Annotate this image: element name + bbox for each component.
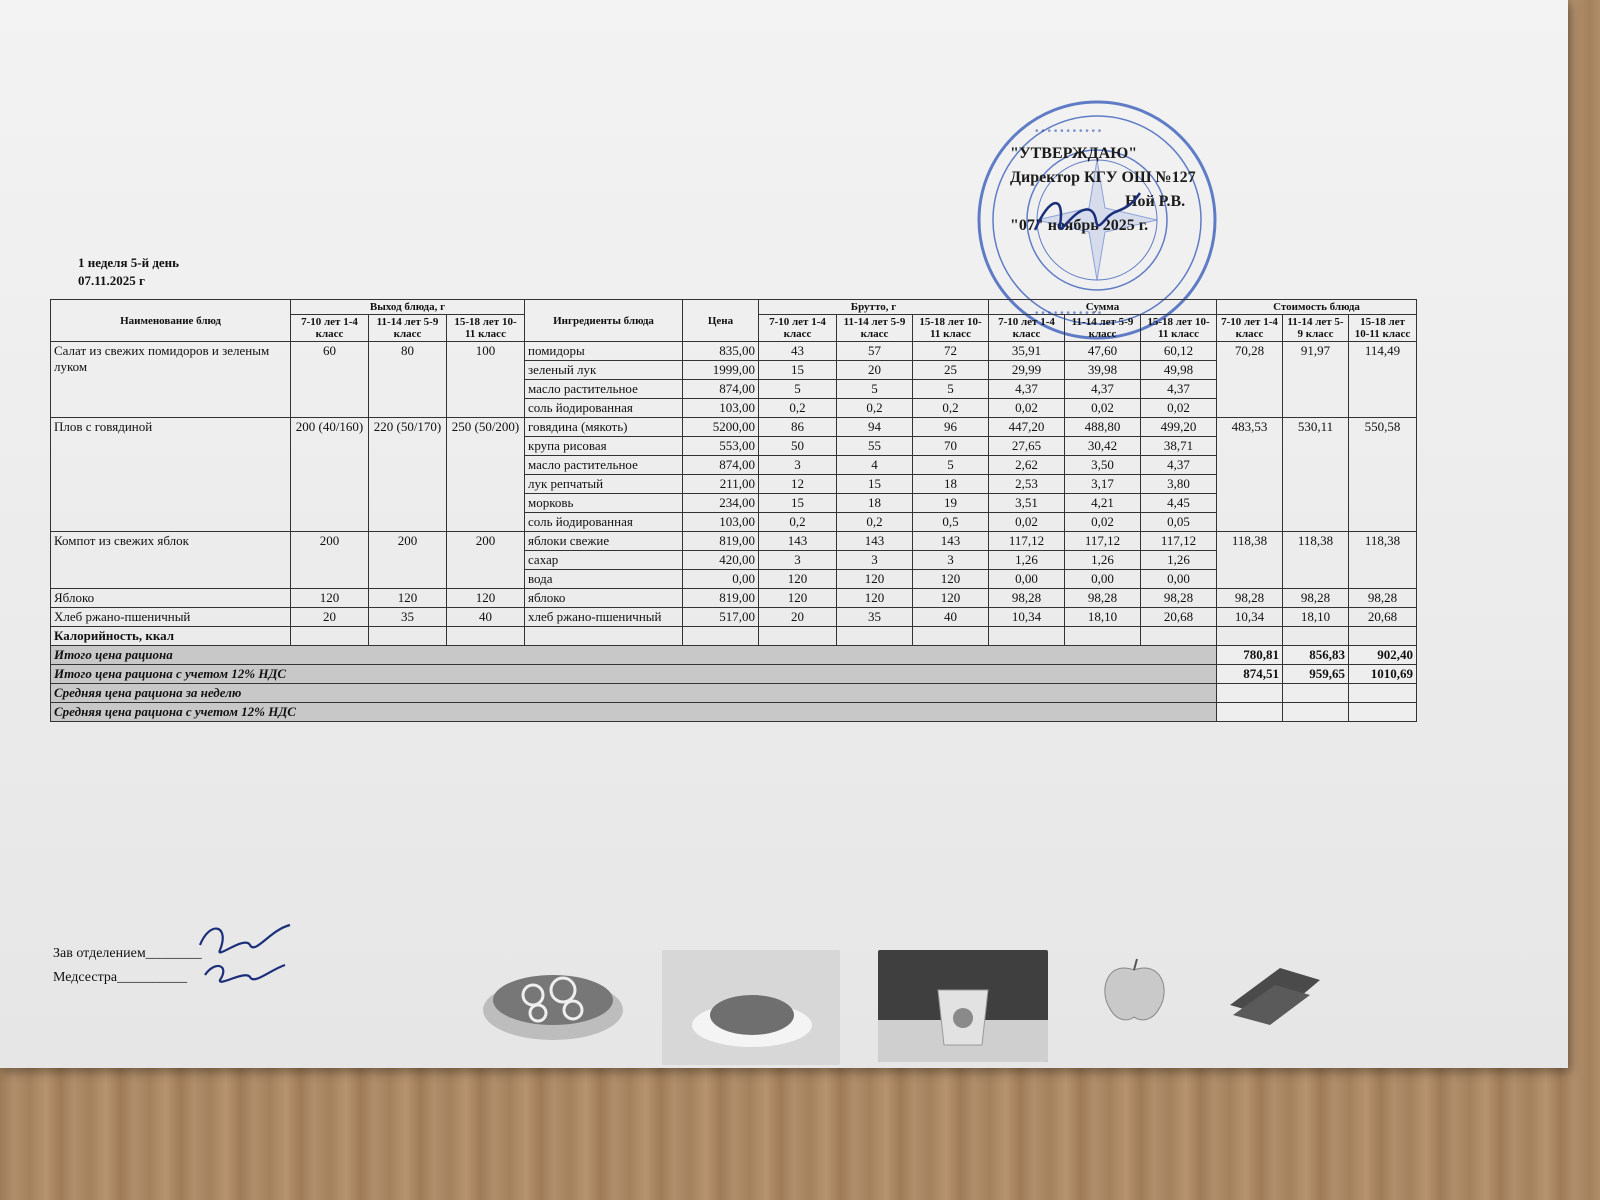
sum-cell: 98,28 <box>1141 589 1217 608</box>
menu-table <box>50 299 1417 722</box>
total-value-cell: 902,40 <box>1349 646 1417 665</box>
calories-label: Калорийность, ккал <box>51 627 291 646</box>
dish-output-cell: 220 (50/170) <box>369 418 447 532</box>
brutto-cell: 18 <box>837 494 913 513</box>
sum-cell: 47,60 <box>1065 342 1141 361</box>
dish-name-cell: Плов с говядиной <box>51 418 291 532</box>
sum-cell: 2,53 <box>989 475 1065 494</box>
brutto-cell: 120 <box>913 589 989 608</box>
ingredient-price-cell: 835,00 <box>683 342 759 361</box>
brutto-cell: 120 <box>837 570 913 589</box>
dish-cost-cell: 18,10 <box>1283 608 1349 627</box>
sum-cell: 0,02 <box>1065 513 1141 532</box>
sum-cell: 3,51 <box>989 494 1065 513</box>
dish-output-cell: 120 <box>291 589 369 608</box>
empty-cell <box>447 627 525 646</box>
total-label: Средняя цена рациона за неделю <box>51 684 1217 703</box>
ingredient-name-cell: говядина (мякоть) <box>525 418 683 437</box>
ingredient-price-cell: 420,00 <box>683 551 759 570</box>
empty-cell <box>1217 627 1283 646</box>
sum-cell: 3,50 <box>1065 456 1141 475</box>
total-label: Средняя цена рациона с учетом 12% НДС <box>51 703 1217 722</box>
total-value-cell <box>1349 703 1417 722</box>
brutto-cell: 143 <box>837 532 913 551</box>
sum-cell: 4,21 <box>1065 494 1141 513</box>
brutto-cell: 3 <box>759 456 837 475</box>
brutto-cell: 19 <box>913 494 989 513</box>
header-ingredients: Ингредиенты блюда <box>525 300 683 342</box>
brutto-cell: 143 <box>913 532 989 551</box>
dish-cost-cell: 118,38 <box>1349 532 1417 589</box>
brutto-cell: 15 <box>837 475 913 494</box>
total-value-cell: 856,83 <box>1283 646 1349 665</box>
dish-output-cell: 200 <box>291 532 369 589</box>
ingredient-name-cell: яблоко <box>525 589 683 608</box>
dish-output-cell: 120 <box>447 589 525 608</box>
brutto-cell: 120 <box>837 589 913 608</box>
dish-cost-cell: 114,49 <box>1349 342 1417 418</box>
ingredient-name-cell: соль йодированная <box>525 513 683 532</box>
ingredient-row <box>51 342 1417 361</box>
brutto-cell: 0,2 <box>759 513 837 532</box>
sum-cell: 0,05 <box>1141 513 1217 532</box>
dish-output-cell: 200 <box>369 532 447 589</box>
header-age1: 7-10 лет 1-4 класс <box>759 315 837 342</box>
ingredient-row <box>51 608 1417 627</box>
sum-cell: 38,71 <box>1141 437 1217 456</box>
total-row <box>51 646 1417 665</box>
ingredient-name-cell: помидоры <box>525 342 683 361</box>
empty-cell <box>1141 627 1217 646</box>
brutto-cell: 0,2 <box>759 399 837 418</box>
empty-cell <box>989 627 1065 646</box>
sum-cell: 29,99 <box>989 361 1065 380</box>
total-row <box>51 665 1417 684</box>
header-age3: 15-18 лет 10-11 класс <box>1349 315 1417 342</box>
sum-cell: 4,37 <box>1141 380 1217 399</box>
header-sum: Сумма <box>989 300 1217 315</box>
ingredient-name-cell: крупа рисовая <box>525 437 683 456</box>
ingredient-name-cell: масло растительное <box>525 456 683 475</box>
totals-body <box>51 646 1417 722</box>
sum-cell: 60,12 <box>1141 342 1217 361</box>
ingredient-price-cell: 234,00 <box>683 494 759 513</box>
sum-cell: 499,20 <box>1141 418 1217 437</box>
header-price: Цена <box>683 300 759 342</box>
dish-output-cell: 20 <box>291 608 369 627</box>
brutto-cell: 43 <box>759 342 837 361</box>
ingredient-name-cell: морковь <box>525 494 683 513</box>
brutto-cell: 94 <box>837 418 913 437</box>
brutto-cell: 0,2 <box>837 399 913 418</box>
dish-name-cell: Салат из свежих помидоров и зеленым луком <box>51 342 291 418</box>
brutto-cell: 143 <box>759 532 837 551</box>
dish-cost-cell: 98,28 <box>1283 589 1349 608</box>
ingredient-name-cell: яблоки свежие <box>525 532 683 551</box>
sum-cell: 30,42 <box>1065 437 1141 456</box>
approval-name: Ной Р.В. <box>1125 193 1186 210</box>
dish-cost-cell: 98,28 <box>1217 589 1283 608</box>
brutto-cell: 0,2 <box>913 399 989 418</box>
ingredient-price-cell: 517,00 <box>683 608 759 627</box>
ingredient-row <box>51 589 1417 608</box>
sum-cell: 4,37 <box>1065 380 1141 399</box>
approval-date: "07" ноябрь 2025 г. <box>1010 217 1149 234</box>
dish-output-cell: 200 <box>447 532 525 589</box>
brutto-cell: 4 <box>837 456 913 475</box>
ingredient-name-cell: сахар <box>525 551 683 570</box>
ingredient-row <box>51 532 1417 551</box>
dish-cost-cell: 20,68 <box>1349 608 1417 627</box>
total-value-cell: 780,81 <box>1217 646 1283 665</box>
dish-cost-cell: 118,38 <box>1283 532 1349 589</box>
brutto-cell: 0,5 <box>913 513 989 532</box>
sum-cell: 0,00 <box>1065 570 1141 589</box>
empty-cell <box>1283 627 1349 646</box>
staff-signatures <box>190 915 300 995</box>
apple-photo <box>1097 955 1172 1025</box>
sum-cell: 39,98 <box>1065 361 1141 380</box>
empty-cell <box>1349 627 1417 646</box>
empty-cell <box>1065 627 1141 646</box>
dish-output-cell: 200 (40/160) <box>291 418 369 532</box>
brutto-cell: 120 <box>759 589 837 608</box>
plov-photo <box>662 950 840 1065</box>
header-age3: 15-18 лет 10-11 класс <box>447 315 525 342</box>
dish-output-cell: 60 <box>291 342 369 418</box>
sum-cell: 4,45 <box>1141 494 1217 513</box>
sum-cell: 3,80 <box>1141 475 1217 494</box>
total-value-cell: 1010,69 <box>1349 665 1417 684</box>
dish-cost-cell: 70,28 <box>1217 342 1283 418</box>
sum-cell: 3,17 <box>1065 475 1141 494</box>
sum-cell: 488,80 <box>1065 418 1141 437</box>
brutto-cell: 55 <box>837 437 913 456</box>
empty-cell <box>759 627 837 646</box>
dish-output-cell: 100 <box>447 342 525 418</box>
dish-name-cell: Компот из свежих яблок <box>51 532 291 589</box>
brutto-cell: 96 <box>913 418 989 437</box>
sum-cell: 0,02 <box>989 513 1065 532</box>
brutto-cell: 3 <box>837 551 913 570</box>
menu-date: 07.11.2025 г <box>78 273 145 288</box>
dish-cost-cell: 483,53 <box>1217 418 1283 532</box>
sum-cell: 117,12 <box>989 532 1065 551</box>
dish-output-cell: 35 <box>369 608 447 627</box>
ingredient-price-cell: 874,00 <box>683 456 759 475</box>
brutto-cell: 5 <box>913 456 989 475</box>
brutto-cell: 20 <box>837 361 913 380</box>
dish-cost-cell: 98,28 <box>1349 589 1417 608</box>
signatures <box>53 942 202 990</box>
ingredient-price-cell: 5200,00 <box>683 418 759 437</box>
header-age2: 11-14 лет 5-9 класс <box>837 315 913 342</box>
sum-cell: 98,28 <box>989 589 1065 608</box>
sum-cell: 1,26 <box>989 551 1065 570</box>
sum-cell: 0,00 <box>989 570 1065 589</box>
header-age1: 7-10 лет 1-4 класс <box>1217 315 1283 342</box>
header-cost: Стоимость блюда <box>1217 300 1417 315</box>
brutto-cell: 15 <box>759 361 837 380</box>
total-value-cell <box>1283 684 1349 703</box>
nurse-line: Медсестра__________ <box>53 970 188 985</box>
brutto-cell: 5 <box>759 380 837 399</box>
dish-cost-cell: 91,97 <box>1283 342 1349 418</box>
ingredient-name-cell: масло растительное <box>525 380 683 399</box>
bread-photo <box>1225 960 1325 1025</box>
brutto-cell: 120 <box>913 570 989 589</box>
day-info <box>78 254 179 290</box>
empty-cell <box>291 627 369 646</box>
ingredient-name-cell: соль йодированная <box>525 399 683 418</box>
ingredient-row <box>51 418 1417 437</box>
header-age2: 11-14 лет 5-9 класс <box>1283 315 1349 342</box>
ingredient-price-cell: 819,00 <box>683 589 759 608</box>
sum-cell: 0,02 <box>989 399 1065 418</box>
brutto-cell: 40 <box>913 608 989 627</box>
total-value-cell: 874,51 <box>1217 665 1283 684</box>
brutto-cell: 86 <box>759 418 837 437</box>
sum-cell: 0,02 <box>1065 399 1141 418</box>
header-age1: 7-10 лет 1-4 класс <box>291 315 369 342</box>
ingredient-price-cell: 0,00 <box>683 570 759 589</box>
brutto-cell: 35 <box>837 608 913 627</box>
sum-cell: 0,00 <box>1141 570 1217 589</box>
ingredient-price-cell: 103,00 <box>683 399 759 418</box>
header-age2: 11-14 лет 5-9 класс <box>1065 315 1141 342</box>
sum-cell: 1,26 <box>1065 551 1141 570</box>
ingredient-name-cell: хлеб ржано-пшеничный <box>525 608 683 627</box>
approval-position: Директор КГУ ОШ №127 <box>1010 169 1196 186</box>
header-age1: 7-10 лет 1-4 класс <box>989 315 1065 342</box>
empty-cell <box>525 627 683 646</box>
sum-cell: 4,37 <box>1141 456 1217 475</box>
svg-text:• • • • • • • • • • •: • • • • • • • • • • • <box>1035 308 1102 319</box>
sum-cell: 20,68 <box>1141 608 1217 627</box>
brutto-cell: 18 <box>913 475 989 494</box>
total-value-cell <box>1283 703 1349 722</box>
sum-cell: 10,34 <box>989 608 1065 627</box>
brutto-cell: 120 <box>759 570 837 589</box>
dish-cost-cell: 10,34 <box>1217 608 1283 627</box>
header-age3: 15-18 лет 10-11 класс <box>913 315 989 342</box>
brutto-cell: 25 <box>913 361 989 380</box>
dish-cost-cell: 118,38 <box>1217 532 1283 589</box>
sum-cell: 1,26 <box>1141 551 1217 570</box>
dish-output-cell: 40 <box>447 608 525 627</box>
empty-cell <box>683 627 759 646</box>
sum-cell: 117,12 <box>1141 532 1217 551</box>
sum-cell: 35,91 <box>989 342 1065 361</box>
total-label: Итого цена рациона с учетом 12% НДС <box>51 665 1217 684</box>
ingredient-name-cell: зеленый лук <box>525 361 683 380</box>
sum-cell: 0,02 <box>1141 399 1217 418</box>
dish-name-cell: Хлеб ржано-пшеничный <box>51 608 291 627</box>
empty-cell <box>837 627 913 646</box>
brutto-cell: 15 <box>759 494 837 513</box>
total-row <box>51 703 1417 722</box>
approval-title: "УТВЕРЖДАЮ" <box>1010 145 1138 162</box>
brutto-cell: 3 <box>913 551 989 570</box>
dish-output-cell: 80 <box>369 342 447 418</box>
brutto-cell: 12 <box>759 475 837 494</box>
week-day: 1 неделя 5-й день <box>78 255 180 270</box>
header-brutto: Брутто, г <box>759 300 989 315</box>
sum-cell: 117,12 <box>1065 532 1141 551</box>
brutto-cell: 57 <box>837 342 913 361</box>
ingredient-price-cell: 211,00 <box>683 475 759 494</box>
dish-output-cell: 250 (50/200) <box>447 418 525 532</box>
sum-cell: 18,10 <box>1065 608 1141 627</box>
brutto-cell: 3 <box>759 551 837 570</box>
brutto-cell: 5 <box>837 380 913 399</box>
brutto-cell: 5 <box>913 380 989 399</box>
dish-name-cell: Яблоко <box>51 589 291 608</box>
svg-text:• • • • • • • • • • •: • • • • • • • • • • • <box>1035 126 1102 137</box>
total-row <box>51 684 1417 703</box>
brutto-cell: 20 <box>759 608 837 627</box>
head-of-department-line: Зав отделением________ <box>53 946 202 961</box>
empty-cell <box>369 627 447 646</box>
header-age2: 11-14 лет 5-9 класс <box>369 315 447 342</box>
total-value-cell: 959,65 <box>1283 665 1349 684</box>
calories-row <box>51 627 1417 646</box>
dish-cost-cell: 530,11 <box>1283 418 1349 532</box>
ingredient-price-cell: 874,00 <box>683 380 759 399</box>
ingredient-name-cell: вода <box>525 570 683 589</box>
director-signature <box>1030 185 1150 245</box>
compote-photo <box>878 950 1048 1062</box>
ingredient-price-cell: 819,00 <box>683 532 759 551</box>
sum-cell: 27,65 <box>989 437 1065 456</box>
sum-cell: 49,98 <box>1141 361 1217 380</box>
dish-cost-cell: 550,58 <box>1349 418 1417 532</box>
header-dish: Наименование блюд <box>51 300 291 342</box>
dish-output-cell: 120 <box>369 589 447 608</box>
salad-photo <box>478 955 628 1050</box>
total-label: Итого цена рациона <box>51 646 1217 665</box>
header-age3: 15-18 лет 10-11 класс <box>1141 315 1217 342</box>
brutto-cell: 72 <box>913 342 989 361</box>
total-value-cell <box>1349 684 1417 703</box>
ingredient-price-cell: 103,00 <box>683 513 759 532</box>
brutto-cell: 0,2 <box>837 513 913 532</box>
ingredient-name-cell: лук репчатый <box>525 475 683 494</box>
sum-cell: 98,28 <box>1065 589 1141 608</box>
sum-cell: 447,20 <box>989 418 1065 437</box>
ingredient-price-cell: 1999,00 <box>683 361 759 380</box>
brutto-cell: 50 <box>759 437 837 456</box>
ingredient-price-cell: 553,00 <box>683 437 759 456</box>
sum-cell: 2,62 <box>989 456 1065 475</box>
sum-cell: 4,37 <box>989 380 1065 399</box>
total-value-cell <box>1217 684 1283 703</box>
brutto-cell: 70 <box>913 437 989 456</box>
empty-cell <box>913 627 989 646</box>
menu-body <box>51 342 1417 646</box>
total-value-cell <box>1217 703 1283 722</box>
header-output: Выход блюда, г <box>291 300 525 315</box>
